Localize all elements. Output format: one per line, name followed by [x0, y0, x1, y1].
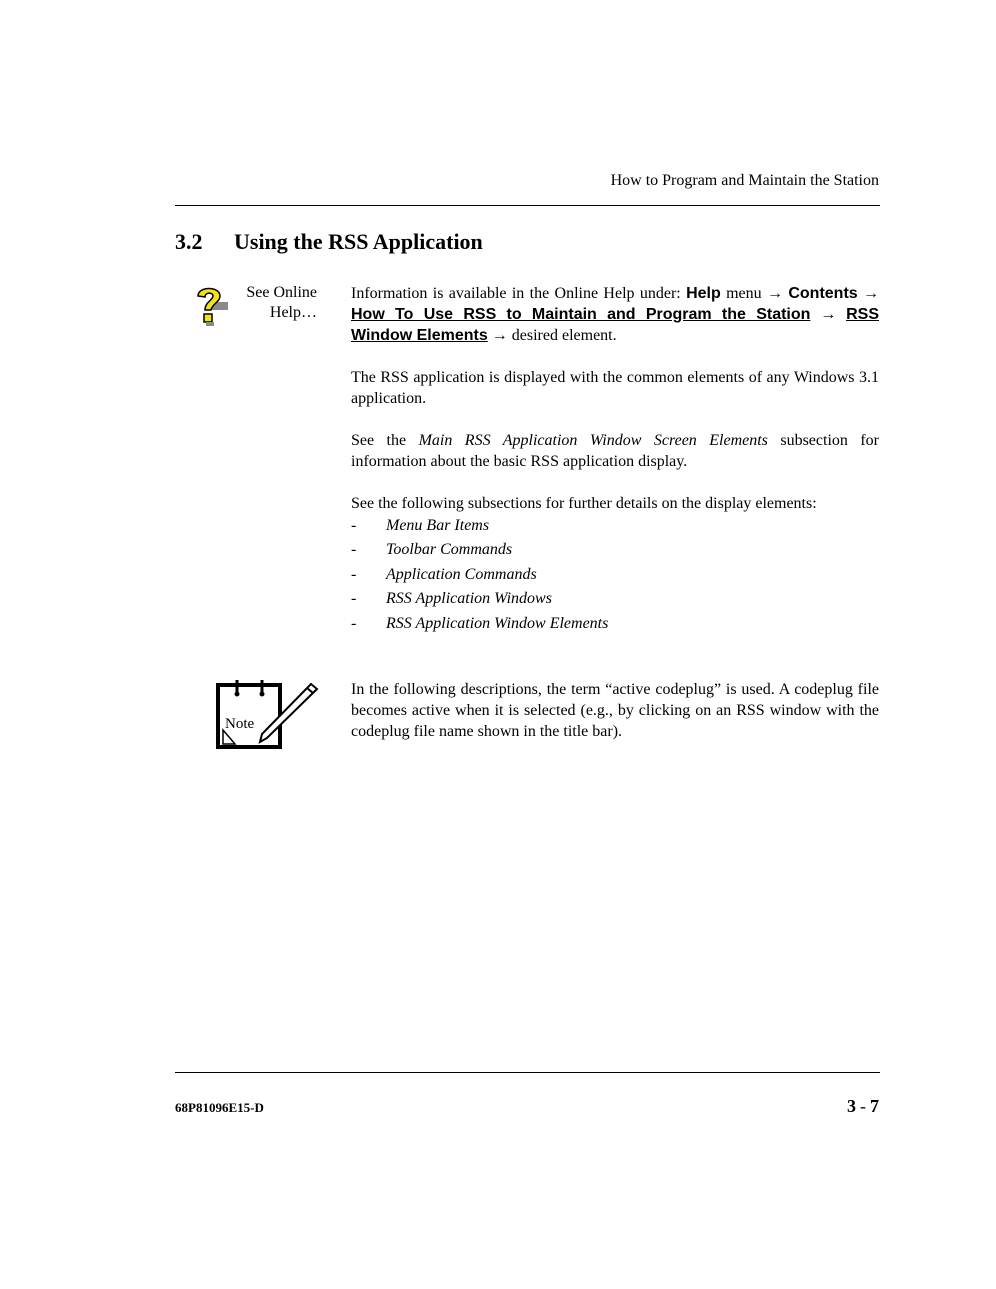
note-pad-icon: [215, 680, 319, 752]
help-link-maintain-program[interactable]: How To Use RSS to Maintain and Program the Station: [351, 306, 811, 323]
p2-suffix: subsection for information about the basic RSS application display.: [351, 432, 879, 470]
arrow-icon: →: [820, 306, 837, 323]
paragraph-main-window: [351, 430, 879, 472]
list-dash: -: [351, 517, 357, 534]
p2-prefix: See the: [351, 432, 419, 449]
list-item-text: Application Commands: [386, 565, 537, 583]
document-number: 68P81096E15-D: [175, 1100, 264, 1115]
menu-word: menu: [720, 285, 767, 302]
help-menu-term: Help: [686, 285, 721, 302]
running-header: How to Program and Maintain the Station: [610, 172, 879, 189]
arrow-icon: →: [491, 327, 508, 344]
section-title: Using the RSS Application: [234, 229, 483, 254]
page-number: [847, 1096, 879, 1117]
list-dash: -: [351, 565, 357, 583]
contents-term: Contents: [788, 285, 858, 302]
arrow-icon: →: [863, 285, 880, 302]
help-caption-line1: See Online: [246, 284, 317, 301]
note-text: In the following descriptions, the term “active codeplug” is used. A codeplug file becomes active when it is selected (e.g., by clicking on an RSS window with the codeplug file name shown in the title bar).: [351, 681, 879, 740]
list-item-text: RSS Application Window Elements: [386, 614, 609, 632]
help-caption: [236, 283, 317, 323]
note-icon-label: Note: [225, 716, 255, 732]
page-chapter: 3: [847, 1096, 856, 1116]
list-item-text: Menu Bar Items: [386, 517, 490, 534]
list-item-text: RSS Application Windows: [386, 590, 552, 608]
footer-rule: [175, 1072, 880, 1073]
paragraph-subsections: See the following subsections for further details on the display elements:: [351, 495, 817, 512]
help-tail-text: desired element.: [507, 327, 617, 344]
list-dash: -: [351, 590, 357, 608]
list-item-text: Toolbar Commands: [386, 541, 513, 559]
help-link-window-elements[interactable]: RSS Window Elements: [351, 306, 880, 344]
header-rule: [175, 205, 880, 206]
page-dash: -: [860, 1096, 866, 1116]
page-num: 7: [870, 1096, 879, 1116]
help-intro-text: Information is available in the Online Help under:: [351, 285, 687, 302]
section-number: 3.2: [175, 229, 203, 254]
arrow-icon: →: [767, 285, 783, 302]
help-question-icon: [192, 284, 232, 328]
help-caption-line2: Help…: [269, 304, 317, 321]
list-dash: -: [351, 541, 357, 559]
help-paragraph: [351, 283, 879, 346]
paragraph-windows: The RSS application is displayed with the common elements of any Windows 3.1 application.: [351, 369, 879, 407]
list-dash: -: [351, 614, 357, 632]
cross-reference: Main RSS Application Window Screen Elements: [418, 432, 768, 449]
